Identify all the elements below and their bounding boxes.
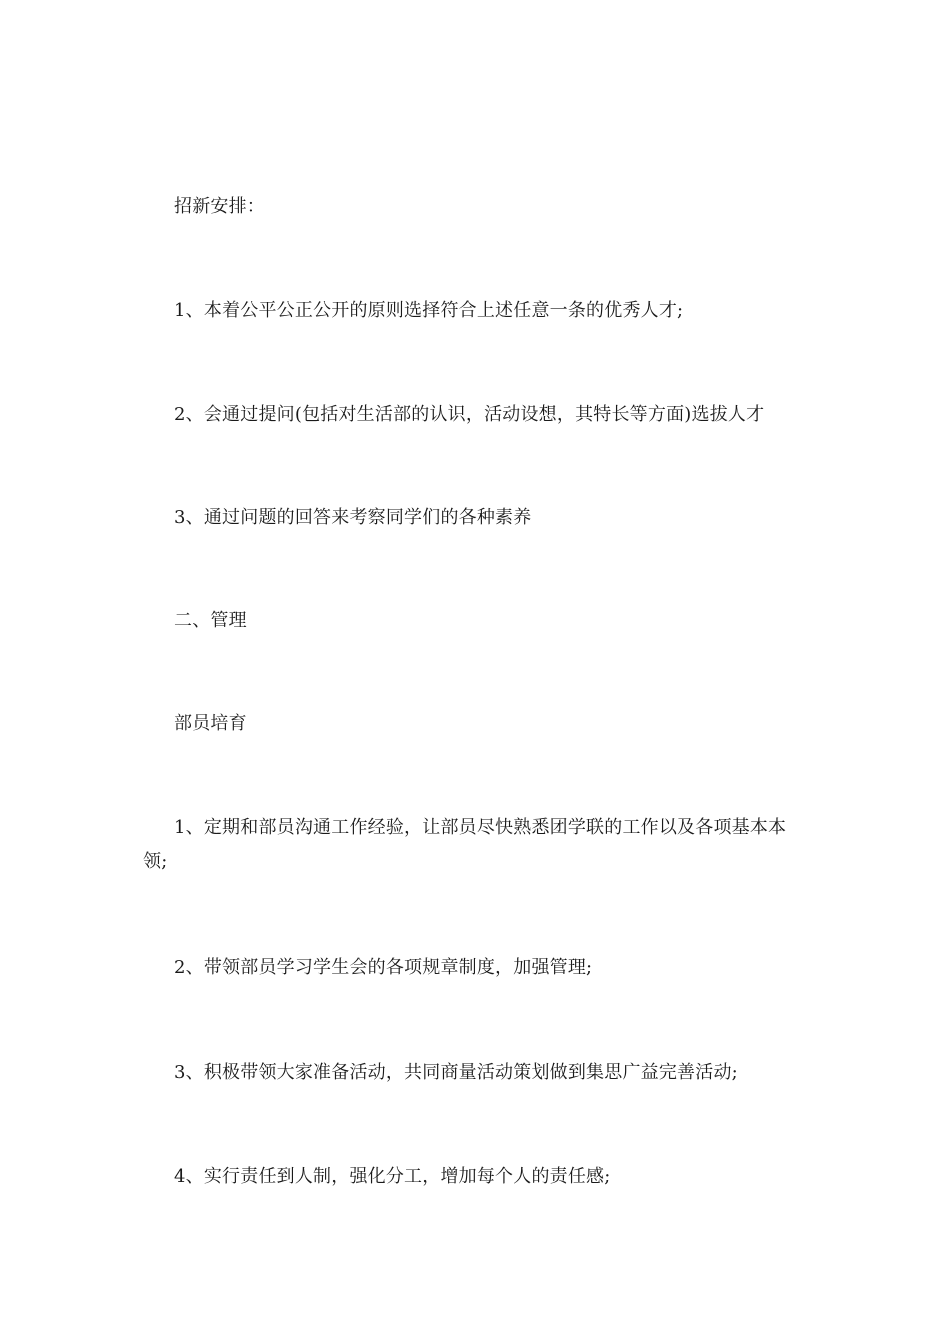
- paragraph-training-2: 2、带领部员学习学生会的各项规章制度，加强管理;: [174, 957, 593, 978]
- paragraph-recruit-3: 3、通过问题的回答来考察同学们的各种素养: [174, 507, 532, 528]
- paragraph-training-4: 4、实行责任到人制，强化分工，增加每个人的责任感;: [174, 1166, 611, 1187]
- paragraph-training-1: 1、定期和部员沟通工作经验，让部员尽快熟悉团学联的工作以及各项基本本领;: [143, 817, 787, 872]
- subheading-member-training: 部员培育: [174, 713, 247, 734]
- paragraph-recruit-1: 1、本着公平公正公开的原则选择符合上述任意一条的优秀人才;: [174, 300, 684, 321]
- section-heading-management: 二、管理: [174, 610, 247, 631]
- paragraph-training-3: 3、积极带领大家准备活动，共同商量活动策划做到集思广益完善活动;: [174, 1062, 738, 1083]
- section-heading-recruitment: 招新安排：: [174, 196, 265, 217]
- paragraph-recruit-2: 2、会通过提问(包括对生活部的认识，活动设想，其特长等方面)选拔人才: [174, 404, 765, 425]
